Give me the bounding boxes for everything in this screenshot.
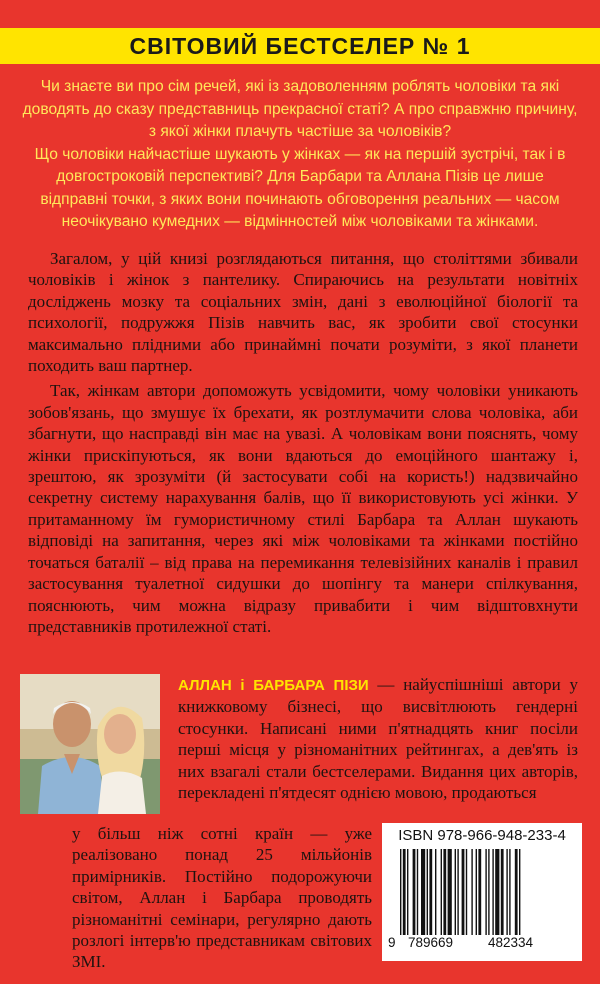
- barcode-bar: [457, 849, 458, 935]
- banner-title: СВІТОВИЙ БЕСТСЕЛЕР № 1: [129, 32, 471, 59]
- barcode-bar: [455, 849, 456, 935]
- author-name: АЛЛАН і БАРБАРА ПІЗИ: [178, 677, 369, 694]
- author-bio-text: — найуспішніші автори у книжковому бізнесі, що висвітлюють гендерні стосунки. Написані ними п'ятнадцять книг посіли перші місця у різноманітних рейтингах, а дев'ять із них взагалі стали бестселерами. Видання цих авторів, перекладені п'ятдесят однією мовою, продаються: [178, 675, 578, 803]
- isbn-barcode: [382, 823, 582, 961]
- barcode-bar: [501, 849, 504, 935]
- barcode-bar: [478, 849, 481, 935]
- barcode-bar: [417, 849, 418, 935]
- barcode-bar: [429, 849, 432, 935]
- barcode-bar: [509, 849, 510, 935]
- isbn-label: ISBN 978-966-948-233-4: [398, 827, 566, 844]
- barcode-bar: [506, 849, 507, 935]
- barcode-bar: [495, 849, 499, 935]
- barcode-bar: [427, 849, 428, 935]
- barcode-digit-group-left: 789669: [408, 935, 454, 950]
- barcode-bar: [421, 849, 425, 935]
- author-bio: [178, 674, 578, 803]
- barcode-bar: [407, 849, 408, 935]
- barcode-bar: [488, 849, 489, 935]
- barcode-bar: [448, 849, 452, 935]
- body-paragraph: Загалом, у цій книзі розглядаються питання, що століттями збивали чоловіків і жінок з пантелику. Спираючись на результати новітніх досліджень мозку та соціальних змін, дані з еволюційної біології та психології, подружжя Пізів навчить вас, як зробити свої стосунки максимально плідними або принаймні почати розуміти, з якої планети походить ваш партнер.: [28, 249, 578, 376]
- bestseller-banner: [0, 28, 600, 64]
- lead-paragraph: Що чоловіки найчастіше шукають у жінках — як на першій зустрічі, так і в довгостроковій перспективі? Для Барбари та Аллана Пізів це лише відправні точки, з яких вони починають обговорення реальних — часом неочікувано кумедних — відмінностей між чоловіками та жінками.: [34, 145, 566, 230]
- barcode-bar: [403, 849, 406, 935]
- barcode-bar: [476, 849, 477, 935]
- body-paragraph: Так, жінкам автори допоможуть усвідомити, чому чоловіки уникають зобов'язань, що змушує їх брехати, як розтлумачити слова чоловіка, аби збагнути, що насправді він має на увазі. А чоловікам вони пояснять, чому жінки прискіпуються, як вони вдаються до емоційного шантажу і, зрештою, як зрозуміти (й застосувати собі на користь!) надзвичайно секретну систему нарахування балів, що її використовують усі жінки. У притаманному їм гумористичному стилі Барбара та Аллан шукають відповіді на запитання, через які між чоловіками та жінками постійно точаться баталії – від права на перемикання телевізійних каналів і правил застосування туалетної сидушки до шопінгу та манери спілкування, пояснюють, чим можна відразу привабити і чим відштовхнути представників протилежної статі.: [28, 381, 578, 636]
- barcode-bar: [443, 849, 446, 935]
- barcode-bar: [485, 849, 486, 935]
- barcode-bars: [400, 849, 520, 935]
- description-text: [28, 248, 578, 641]
- lead-text: [22, 76, 578, 234]
- barcode-bar: [471, 849, 472, 935]
- barcode-bar: [441, 849, 442, 935]
- barcode-bar: [462, 849, 465, 935]
- lead-paragraph: Чи знаєте ви про сім речей, які із задоволенням роблять чоловіки та які доводять до сказу представниць прекрасної статі? А про справжню причину, з якої жінки плачуть частіше за чоловіків?: [22, 78, 578, 140]
- barcode-digit-group-right: 482334: [488, 935, 534, 950]
- barcode-bar: [515, 849, 518, 935]
- barcode-bar: [435, 849, 436, 935]
- barcode-bar: [413, 849, 416, 935]
- barcode-bar: [492, 849, 493, 935]
- barcode-bar: [466, 849, 467, 935]
- author-bio-continued: у більш ніж сотні країн — уже реалізовано понад 25 мільйонів примірників. Постійно подорожуючи світом, Аллан і Барбара проводять різноманітні семінари, регулярно дають розлогі інтерв'ю представникам світових ЗМІ.: [72, 824, 372, 972]
- authors-photo: [20, 674, 160, 814]
- barcode-bar: [519, 849, 520, 935]
- barcode-bar: [400, 849, 401, 935]
- barcode-digit-prefix: 9: [388, 935, 396, 950]
